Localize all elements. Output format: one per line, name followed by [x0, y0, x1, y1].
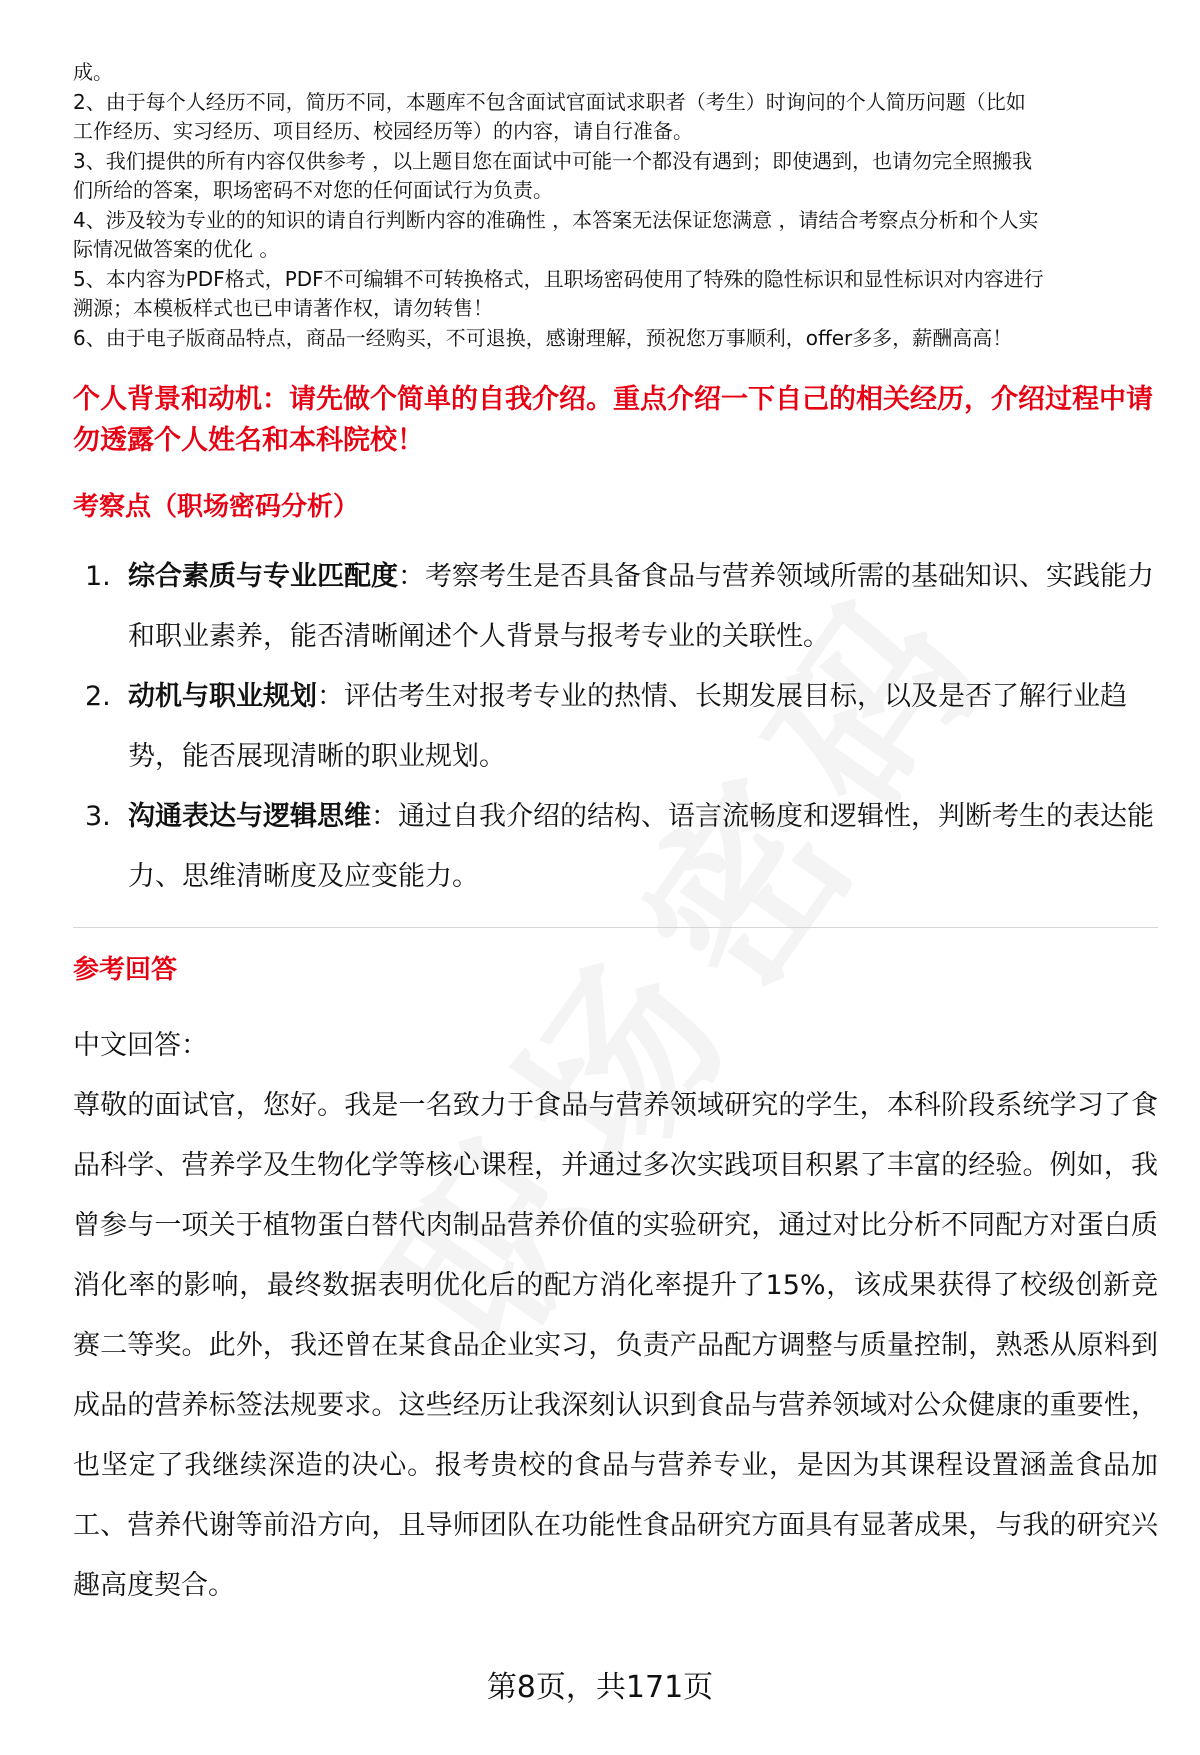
note-line: 4、涉及较为专业的的知识的请自行判断内容的准确性 ，本答案无法保证您满意 ，请结合考察点分析和个人实 [73, 207, 1039, 232]
question-heading: 个人背景和动机：请先做个简单的自我介绍。重点介绍一下自己的相关经历，介绍过程中请勿透露个人姓名和本科院校！ [73, 384, 1153, 456]
note-line: 6、由于电子版商品特点，商品一经购买，不可退换，感谢理解，预祝您万事顺利，offer多多，薪酬高高！ [73, 325, 1013, 350]
note-line: 2、由于每个人经历不同，简历不同，本题库不包含面试官面试求职者（考生）时询问的个人简历问题（比如 [73, 89, 1026, 114]
analysis-point [73, 667, 1158, 787]
point-text: ：考察考生是否具备食品与营养领域所需的基础知识、实践能力和职业素养，能否清晰阐述个人背景与报考专业的关联性。 [128, 561, 1154, 652]
note-line: 溯源；本模板样式也已申请著作权，请勿转售！ [73, 296, 493, 320]
point-title: 综合素质与专业匹配度 [128, 561, 398, 592]
point-number: 3. [85, 801, 111, 832]
analysis-point [73, 787, 1158, 907]
answer-subheading: 中文回答： [73, 1030, 208, 1061]
point-title: 沟通表达与逻辑思维 [128, 801, 371, 832]
analysis-label: 考察点（职场密码分析） [73, 492, 360, 522]
note-line: 5、本内容为PDF格式，PDF不可编辑不可转换格式，且职场密码使用了特殊的隐性标识和显性标识对内容进行 [73, 266, 1044, 291]
point-number: 1. [85, 561, 111, 592]
point-number: 2. [85, 681, 111, 712]
note-line: 成。 [73, 60, 113, 84]
analysis-point [73, 547, 1158, 667]
note-line: 们所给的答案，职场密码不对您的任何面试行为负责。 [73, 178, 553, 202]
note-line: 3、我们提供的所有内容仅供参考 ，以上题目您在面试中可能一个都没有遇到；即使遇到，也请勿完全照搬我 [73, 148, 1033, 173]
page-content [73, 58, 1158, 1616]
page-footer: 第8页，共171页 [486, 1670, 714, 1705]
point-text: ：通过自我介绍的结构、语言流畅度和逻辑性，判断考生的表达能力、思维清晰度及应变能力。 [128, 801, 1154, 892]
answer-body: 尊敬的面试官，您好。我是一名致力于食品与营养领域研究的学生，本科阶段系统学习了食品科学、营养学及生物化学等核心课程，并通过多次实践项目积累了丰富的经验。例如，我曾参与一项关于植物蛋白替代肉制品营养价值的实验研究，通过对比分析不同配方对蛋白质消化率的影响，最终数据表明优化后的配方消化率提升了15%，该成果获得了校级创新竞赛二等奖。此外，我还曾在某食品企业实习，负责产品配方调整与质量控制，熟悉从原料到成品的营养标签法规要求。这些经历让我深刻认识到食品与营养领域对公众健康的重要性，也坚定了我继续深造的决心。报考贵校的食品与营养专业，是因为其课程设置涵盖食品加工、营养代谢等前沿方向，且导师团队在功能性食品研究方面具有显著成果，与我的研究兴趣高度契合。 [73, 1090, 1158, 1601]
note-line: 工作经历、实习经历、项目经历、校园经历等）的内容，请自行准备。 [73, 119, 693, 143]
answer-label: 参考回答 [73, 955, 178, 985]
note-line: 际情况做答案的优化 。 [73, 237, 280, 261]
point-title: 动机与职业规划 [128, 681, 317, 712]
analysis-points [73, 547, 1158, 907]
notes-block [73, 58, 1158, 353]
point-text: ：评估考生对报考专业的热情、长期发展目标，以及是否了解行业趋势，能否展现清晰的职业规划。 [128, 681, 1127, 772]
section-divider [73, 927, 1158, 928]
